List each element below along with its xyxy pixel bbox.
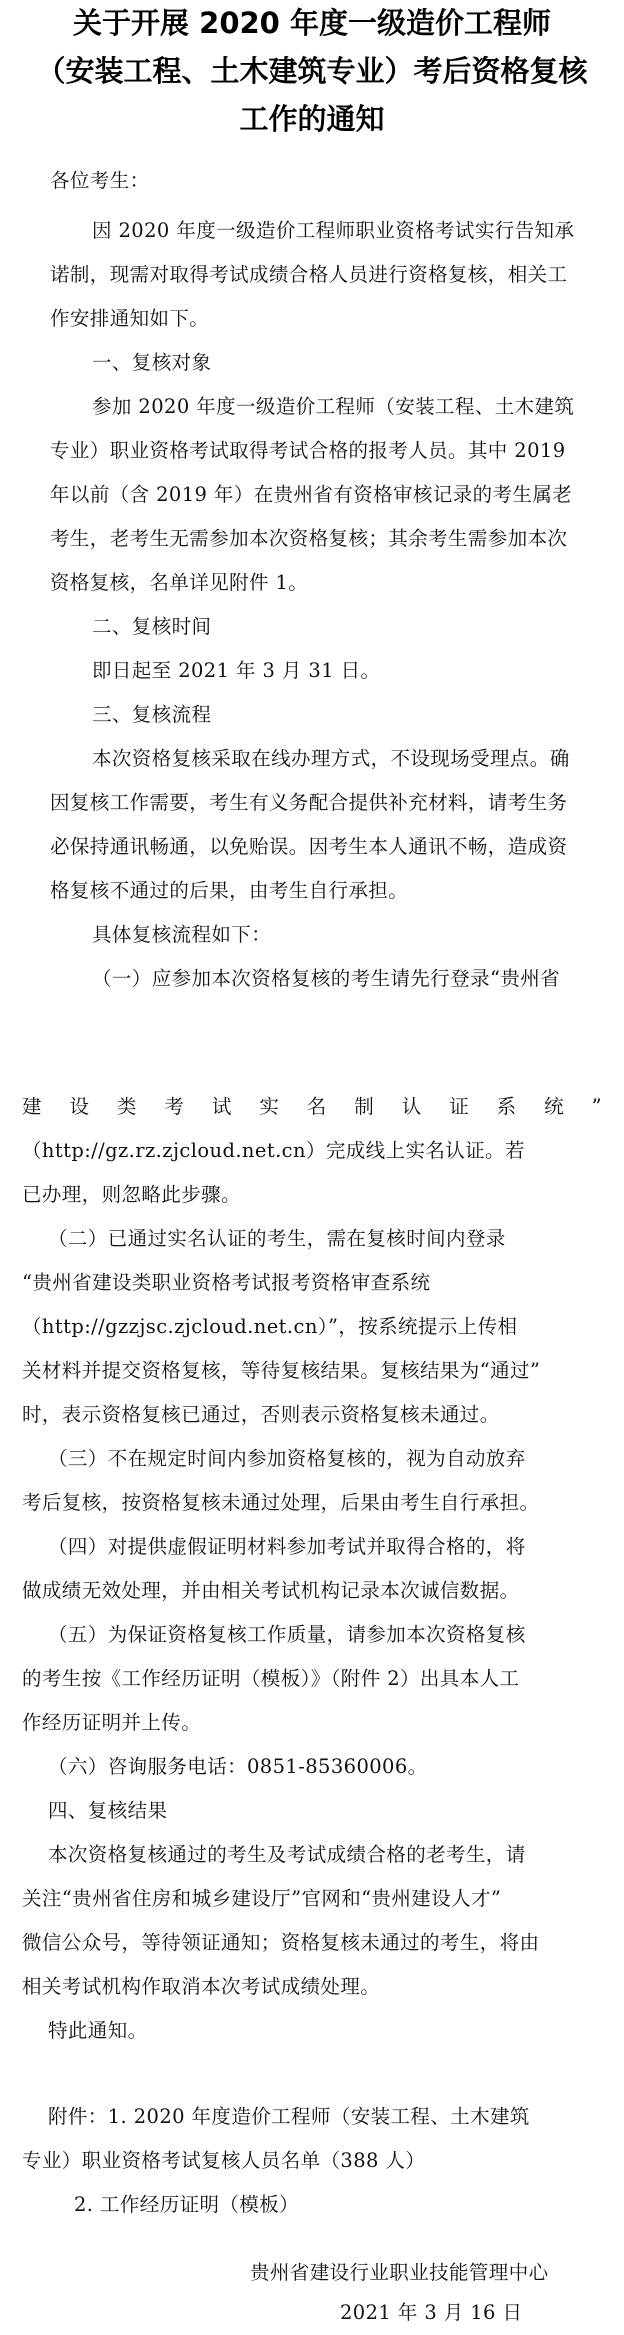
paragraph-line: （五）为保证资格复核工作质量，请参加本次资格复核 — [48, 1623, 526, 1646]
intro-line: 作安排通知如下。 — [50, 307, 210, 330]
paragraph-line: 做成绩无效处理，并由相关考试机构记录本次诚信数据。 — [22, 1579, 520, 1602]
paragraph-line: 的考生按《工作经历证明（模板）》（附件 2）出具本人工 — [22, 1667, 520, 1690]
paragraph-line: （二）已通过实名认证的考生，需在复核时间内登录 — [48, 1227, 506, 1250]
paragraph-line: 专业）职业资格考试取得考试合格的报考人员。其中 2019 — [50, 439, 566, 462]
paragraph-line: 关注“贵州省住房和城乡建设厅”官网和“贵州建设人才” — [22, 1887, 502, 1910]
intro-line: 诺制，现需对取得考试成绩合格人员进行资格复核，相关工 — [50, 263, 568, 286]
contact-phone-line: （六）咨询服务电话：0851-85360006。 — [48, 1755, 428, 1778]
paragraph-line: 作经历证明并上传。 — [22, 1711, 202, 1734]
paragraph-line: 资格复核，名单详见附件 1。 — [50, 571, 309, 594]
notice-title-line-1: 关于开展 2020 年度一级造价工程师 — [73, 6, 551, 40]
salutation: 各位考生： — [50, 169, 150, 192]
closing-remark: 特此通知。 — [48, 2019, 148, 2042]
intro-line: 因 2020 年度一级造价工程师职业资格考试实行告知承 — [92, 219, 575, 242]
paragraph-line: 年以前（含 2019 年）在贵州省有资格审核记录的考生属老 — [50, 483, 573, 506]
paragraph-line: 因复核工作需要，考生有义务配合提供补充材料，请考生务 — [50, 791, 568, 814]
notice-title-line-2: （安装工程、土木建筑专业）考后资格复核 — [36, 54, 588, 88]
section-heading-4: 四、复核结果 — [48, 1799, 168, 1822]
paragraph-line: “贵州省建设类职业资格考试报考资格审查系统 — [22, 1271, 431, 1294]
paragraph-line: 具体复核流程如下： — [92, 923, 272, 946]
attachment-line: 专业）职业资格考试复核人员名单（388 人） — [22, 2149, 426, 2172]
paragraph-line: 考后复核，按资格复核未通过处理，后果由考生自行承担。 — [22, 1491, 540, 1514]
paragraph-line: 本次资格复核采取在线办理方式，不设现场受理点。确 — [92, 747, 570, 770]
paragraph-line: 参加 2020 年度一级造价工程师（安装工程、土木建筑 — [92, 395, 575, 418]
section-heading-2: 二、复核时间 — [92, 615, 212, 638]
paragraph-line: （http://gzzjsc.zjcloud.net.cn）”，按系统提示上传相 — [22, 1315, 518, 1338]
attachment-line: 2. 工作经历证明（模板） — [74, 2193, 300, 2216]
issue-date: 2021 年 3 月 16 日 — [340, 2301, 523, 2324]
paragraph-line: 已办理，则忽略此步骤。 — [22, 1183, 241, 1206]
paragraph-line: 格复核不通过的后果，由考生自行承担。 — [50, 879, 409, 902]
issuing-organization: 贵州省建设行业职业技能管理中心 — [250, 2261, 549, 2284]
paragraph-line: 建 设 类 考 试 实 名 制 认 证 系 统 ” — [22, 1095, 602, 1118]
paragraph-line: 即日起至 2021 年 3 月 31 日。 — [92, 659, 381, 682]
notice-title-line-3: 工作的通知 — [239, 102, 385, 136]
paragraph-line: 相关考试机构作取消本次考试成绩处理。 — [22, 1975, 381, 1998]
paragraph-line: 必保持通讯畅通，以免贻误。因考生本人通讯不畅，造成资 — [50, 835, 568, 858]
paragraph-line: （http://gz.rz.zjcloud.net.cn）完成线上实名认证。若 — [22, 1139, 525, 1162]
section-heading-3: 三、复核流程 — [92, 703, 212, 726]
paragraph-line: 微信公众号，等待领证通知；资格复核未通过的考生，将由 — [22, 1931, 540, 1954]
paragraph-line: （三）不在规定时间内参加资格复核的，视为自动放弃 — [48, 1447, 526, 1470]
paragraph-line: （四）对提供虚假证明材料参加考试并取得合格的，将 — [48, 1535, 526, 1558]
paragraph-line: 本次资格复核通过的考生及考试成绩合格的老考生，请 — [48, 1843, 526, 1866]
paragraph-line: 关材料并提交资格复核，等待复核结果。复核结果为“通过” — [22, 1359, 541, 1382]
paragraph-line: （一）应参加本次资格复核的考生请先行登录“贵州省 — [92, 967, 561, 990]
paragraph-line: 时，表示资格复核已通过，否则表示资格复核未通过。 — [22, 1403, 500, 1426]
paragraph-line: 考生，老考生无需参加本次资格复核；其余考生需参加本次 — [50, 527, 568, 550]
attachment-line: 附件：1. 2020 年度造价工程师（安装工程、土木建筑 — [48, 2105, 530, 2128]
section-heading-1: 一、复核对象 — [92, 351, 212, 374]
